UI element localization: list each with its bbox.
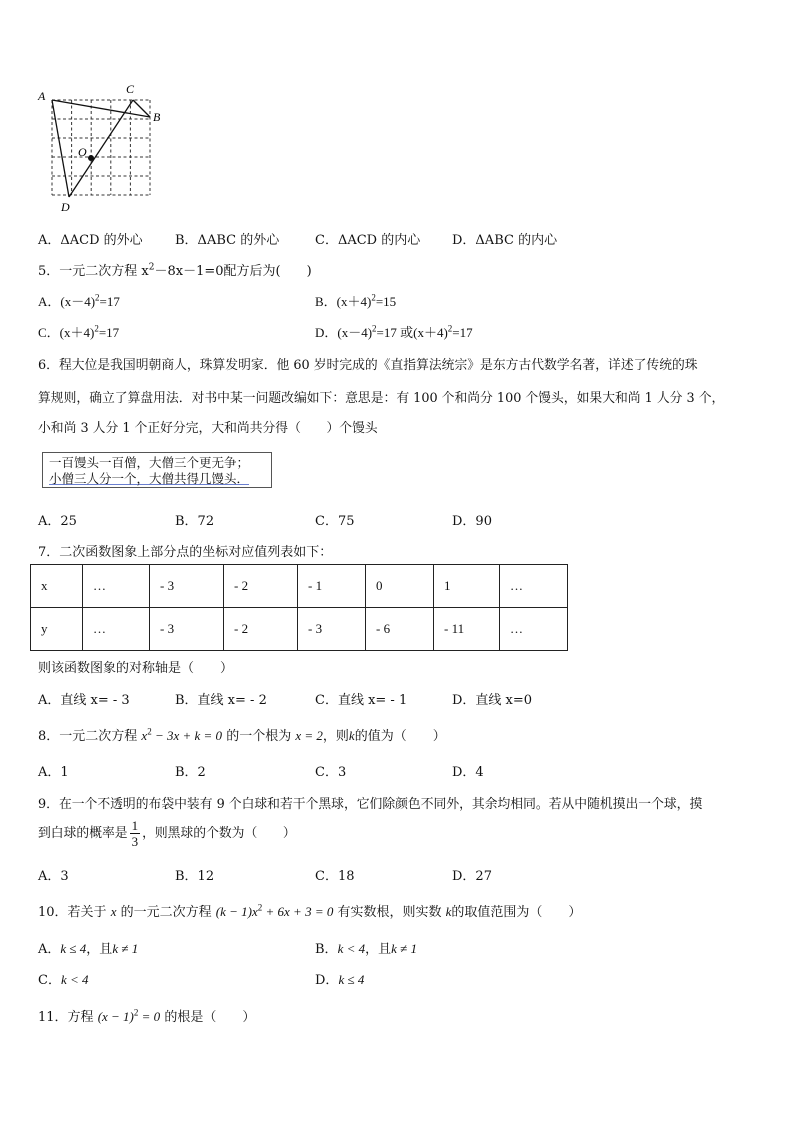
table-cell: - 11 [434, 608, 500, 651]
q10-option-d[interactable]: D．k ≤ 4 [315, 972, 365, 988]
label-b: B [153, 110, 161, 124]
table-cell: - 3 [150, 565, 224, 608]
table-cell: … [83, 608, 150, 651]
q7-question: 则该函数图象的对称轴是（ ） [38, 661, 234, 676]
table-cell: - 3 [298, 608, 366, 651]
q7-option-a[interactable]: A．直线 x= - 3 [38, 693, 130, 708]
q5-option-a[interactable]: A．$(x-4)^2=17$ [38, 292, 120, 309]
q6-poem-line-2: 小僧三人分一个，大僧共得几馒头． [49, 471, 250, 486]
q6-line-2: 算规则，确立了算盘用法．对书中某一问题改编如下：意思是：有 100 个和尚分 100 个馒头，如果大和尚 1 人分 3 个， [38, 391, 725, 406]
q9-option-a[interactable]: A．3 [38, 869, 69, 884]
table-cell: x [31, 565, 83, 608]
q7-stem: 7．二次函数图象上部分点的坐标对应值列表如下： [38, 545, 333, 560]
table-cell: … [500, 608, 568, 651]
q8-option-a[interactable]: A．1 [38, 765, 69, 780]
q5-option-d[interactable]: D．$(x-4)^2=17$ 或$(x+4)^2=17$ [315, 323, 473, 340]
q9-option-c[interactable]: C．18 [315, 869, 355, 884]
q4-option-d[interactable]: D．ΔABC 的内心 [452, 233, 558, 248]
segment-ad [52, 100, 69, 197]
q10-option-b[interactable]: B．k < 4，且k ≠ 1 [315, 941, 418, 957]
table-cell: y [31, 608, 83, 651]
table-cell: - 1 [298, 565, 366, 608]
q10-stem: 10．若关于 x 的一元二次方程 $(k - 1)x^2 + 6x + 3 = 0$ 有实数根，则实数 k的取值范围为（ ） [38, 902, 582, 920]
table-cell: … [500, 565, 568, 608]
q6-line-1: 6．程大位是我国明朝商人，珠算发明家．他 60 岁时完成的《直指算法统宗》是东方古代数学名著，详述了传统的珠 [38, 358, 698, 373]
q11-stem: 11．方程 $(x - 1)^2 = 0$ 的根是（ ） [38, 1007, 256, 1025]
q4-option-c[interactable]: C．ΔACD 的内心 [315, 233, 421, 248]
q6-poem-box [42, 452, 272, 488]
table-cell: - 6 [366, 608, 434, 651]
q7-option-d[interactable]: D．直线 x=0 [452, 693, 533, 708]
q5-option-b[interactable]: B．$(x+4)^2=15$ [315, 292, 397, 309]
label-o: O [78, 145, 87, 159]
q6-option-b[interactable]: B．72 [175, 514, 215, 529]
q8-option-d[interactable]: D．4 [452, 765, 484, 780]
q9-line-1: 9．在一个不透明的布袋中装有 9 个白球和若干个黑球，它们除颜色不同外，其余均相同。若从中随机摸出一个球，摸 [38, 797, 703, 812]
label-c: C [126, 82, 135, 96]
q7-option-b[interactable]: B．直线 x= - 2 [175, 693, 267, 708]
geometry-figure [30, 82, 170, 212]
q8-option-c[interactable]: C．3 [315, 765, 347, 780]
q4-option-a[interactable]: A．ΔACD 的外心 [38, 233, 143, 248]
q6-option-d[interactable]: D．90 [452, 514, 492, 529]
q8-stem: 8．一元二次方程 $x^2 - 3x + k = 0$ 的一个根为 x = 2，则k的值为（ ） [38, 726, 446, 744]
q7-option-c[interactable]: C．直线 x= - 1 [315, 693, 408, 708]
q6-option-c[interactable]: C．75 [315, 514, 355, 529]
table-cell: … [83, 565, 150, 608]
q10-option-c[interactable]: C．k < 4 [38, 972, 89, 988]
q9-option-d[interactable]: D．27 [452, 869, 492, 884]
q8-option-b[interactable]: B．2 [175, 765, 206, 780]
probability-fraction: $\frac{1}{3}$ [131, 818, 139, 849]
label-d: D [61, 200, 70, 212]
q7-value-table [30, 564, 568, 651]
table-cell: - 3 [150, 608, 224, 651]
point-o [88, 155, 94, 161]
table-row [31, 608, 568, 651]
q4-option-b[interactable]: B．ΔABC 的外心 [175, 233, 280, 248]
table-cell: - 2 [224, 565, 298, 608]
label-a: A [38, 89, 46, 103]
q6-option-a[interactable]: A．25 [38, 514, 77, 529]
table-cell: 0 [366, 565, 434, 608]
q9-line-2: 到白球的概率是 $\frac{1}{3}$ ，则黑球的个数为（ ） [38, 818, 296, 849]
q5-option-c[interactable]: C．$(x+4)^2=17$ [38, 323, 120, 340]
table-cell: 1 [434, 565, 500, 608]
q6-poem-line-1: 一百馒头一百僧，大僧三个更无争； [49, 455, 250, 470]
table-cell: - 2 [224, 608, 298, 651]
q5-stem: 5．一元二次方程 $x^2-8x-1=0$配方后为( ) [38, 262, 312, 279]
table-row [31, 565, 568, 608]
q10-option-a[interactable]: A．k ≤ 4，且k ≠ 1 [38, 941, 139, 957]
q9-option-b[interactable]: B．12 [175, 869, 215, 884]
q6-line-3: 小和尚 3 人分 1 个正好分完，大和尚共分得（ ）个馒头 [38, 421, 378, 436]
